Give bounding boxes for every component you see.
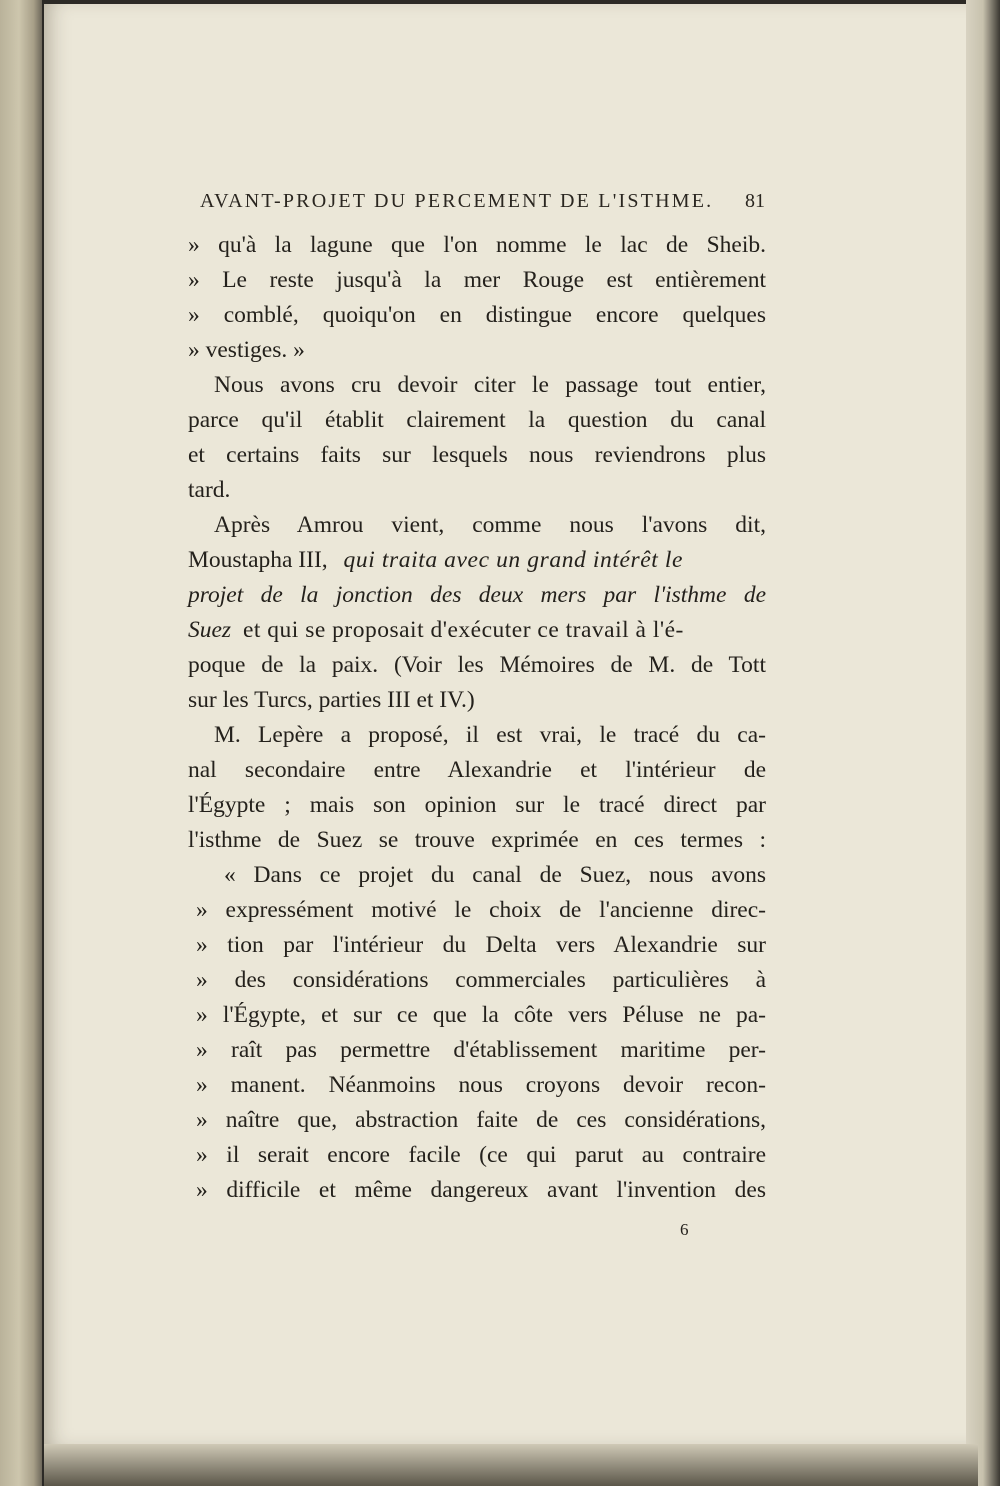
text-line-mixed xyxy=(188,543,766,578)
text-line: » raît pas permettre d'établissement maritime per- xyxy=(196,1037,766,1063)
italic-span: qui traita avec un grand intérêt le xyxy=(343,547,684,573)
text-span: Moustapha III, xyxy=(188,547,328,573)
page-edge-bottom xyxy=(44,1444,978,1486)
italic-line: projet de la jonction des deux mers par l'isthme de xyxy=(188,582,766,608)
page-edge-right xyxy=(966,0,1000,1486)
text-line: tard. xyxy=(188,477,231,503)
text-line: » difficile et même dangereux avant l'invention des xyxy=(196,1177,766,1203)
text-line: » tion par l'intérieur du Delta vers Alexandrie sur xyxy=(196,932,766,958)
text-line: et certains faits sur lesquels nous reviendrons plus xyxy=(188,442,766,468)
text-line: M. Lepère a proposé, il est vrai, le tracé du ca- xyxy=(214,722,766,748)
text-line: sur les Turcs, parties III et IV.) xyxy=(188,687,475,713)
text-span: et qui se proposait d'exécuter ce travail à l'é- xyxy=(242,617,684,643)
text-line: Nous avons cru devoir citer le passage tout entier, xyxy=(214,372,766,398)
text-line: » manent. Néanmoins nous croyons devoir recon- xyxy=(196,1072,766,1098)
signature-mark: 6 xyxy=(680,1220,689,1239)
italic-span: Suez xyxy=(188,617,232,643)
page-number: 81 xyxy=(745,190,765,212)
text-line: parce qu'il établit clairement la question du canal xyxy=(188,407,766,433)
text-line: l'isthme de Suez se trouve exprimée en ces termes : xyxy=(188,827,766,853)
text-line: l'Égypte ; mais son opinion sur le tracé direct par xyxy=(188,792,766,818)
text-line: » l'Égypte, et sur ce que la côte vers Péluse ne pa- xyxy=(196,1002,766,1028)
text-line: Après Amrou vient, comme nous l'avons dit, xyxy=(214,512,766,538)
text-line: » des considérations commerciales particulières à xyxy=(196,967,766,993)
text-line: nal secondaire entre Alexandrie et l'intérieur de xyxy=(188,757,766,783)
running-title: AVANT-PROJET DU PERCEMENT DE L'ISTHME. xyxy=(200,190,714,212)
facing-page-edge xyxy=(0,0,42,1486)
text-line: « Dans ce projet du canal de Suez, nous avons xyxy=(224,862,766,888)
text-line: » qu'à la lagune que l'on nomme le lac de Sheib. xyxy=(188,232,766,258)
running-header xyxy=(200,190,765,213)
text-line: » Le reste jusqu'à la mer Rouge est entièrement xyxy=(188,267,766,293)
text-line: » vestiges. » xyxy=(188,337,305,363)
text-line: » comblé, quoiqu'on en distingue encore quelques xyxy=(188,302,766,328)
text-line: » expressément motivé le choix de l'ancienne direc- xyxy=(196,897,766,923)
text-line: » naître que, abstraction faite de ces considérations, xyxy=(196,1107,766,1133)
text-line: » il serait encore facile (ce qui parut au contraire xyxy=(196,1142,766,1168)
text-line-mixed xyxy=(188,613,766,648)
text-line: poque de la paix. (Voir les Mémoires de M. de Tott xyxy=(188,652,766,678)
